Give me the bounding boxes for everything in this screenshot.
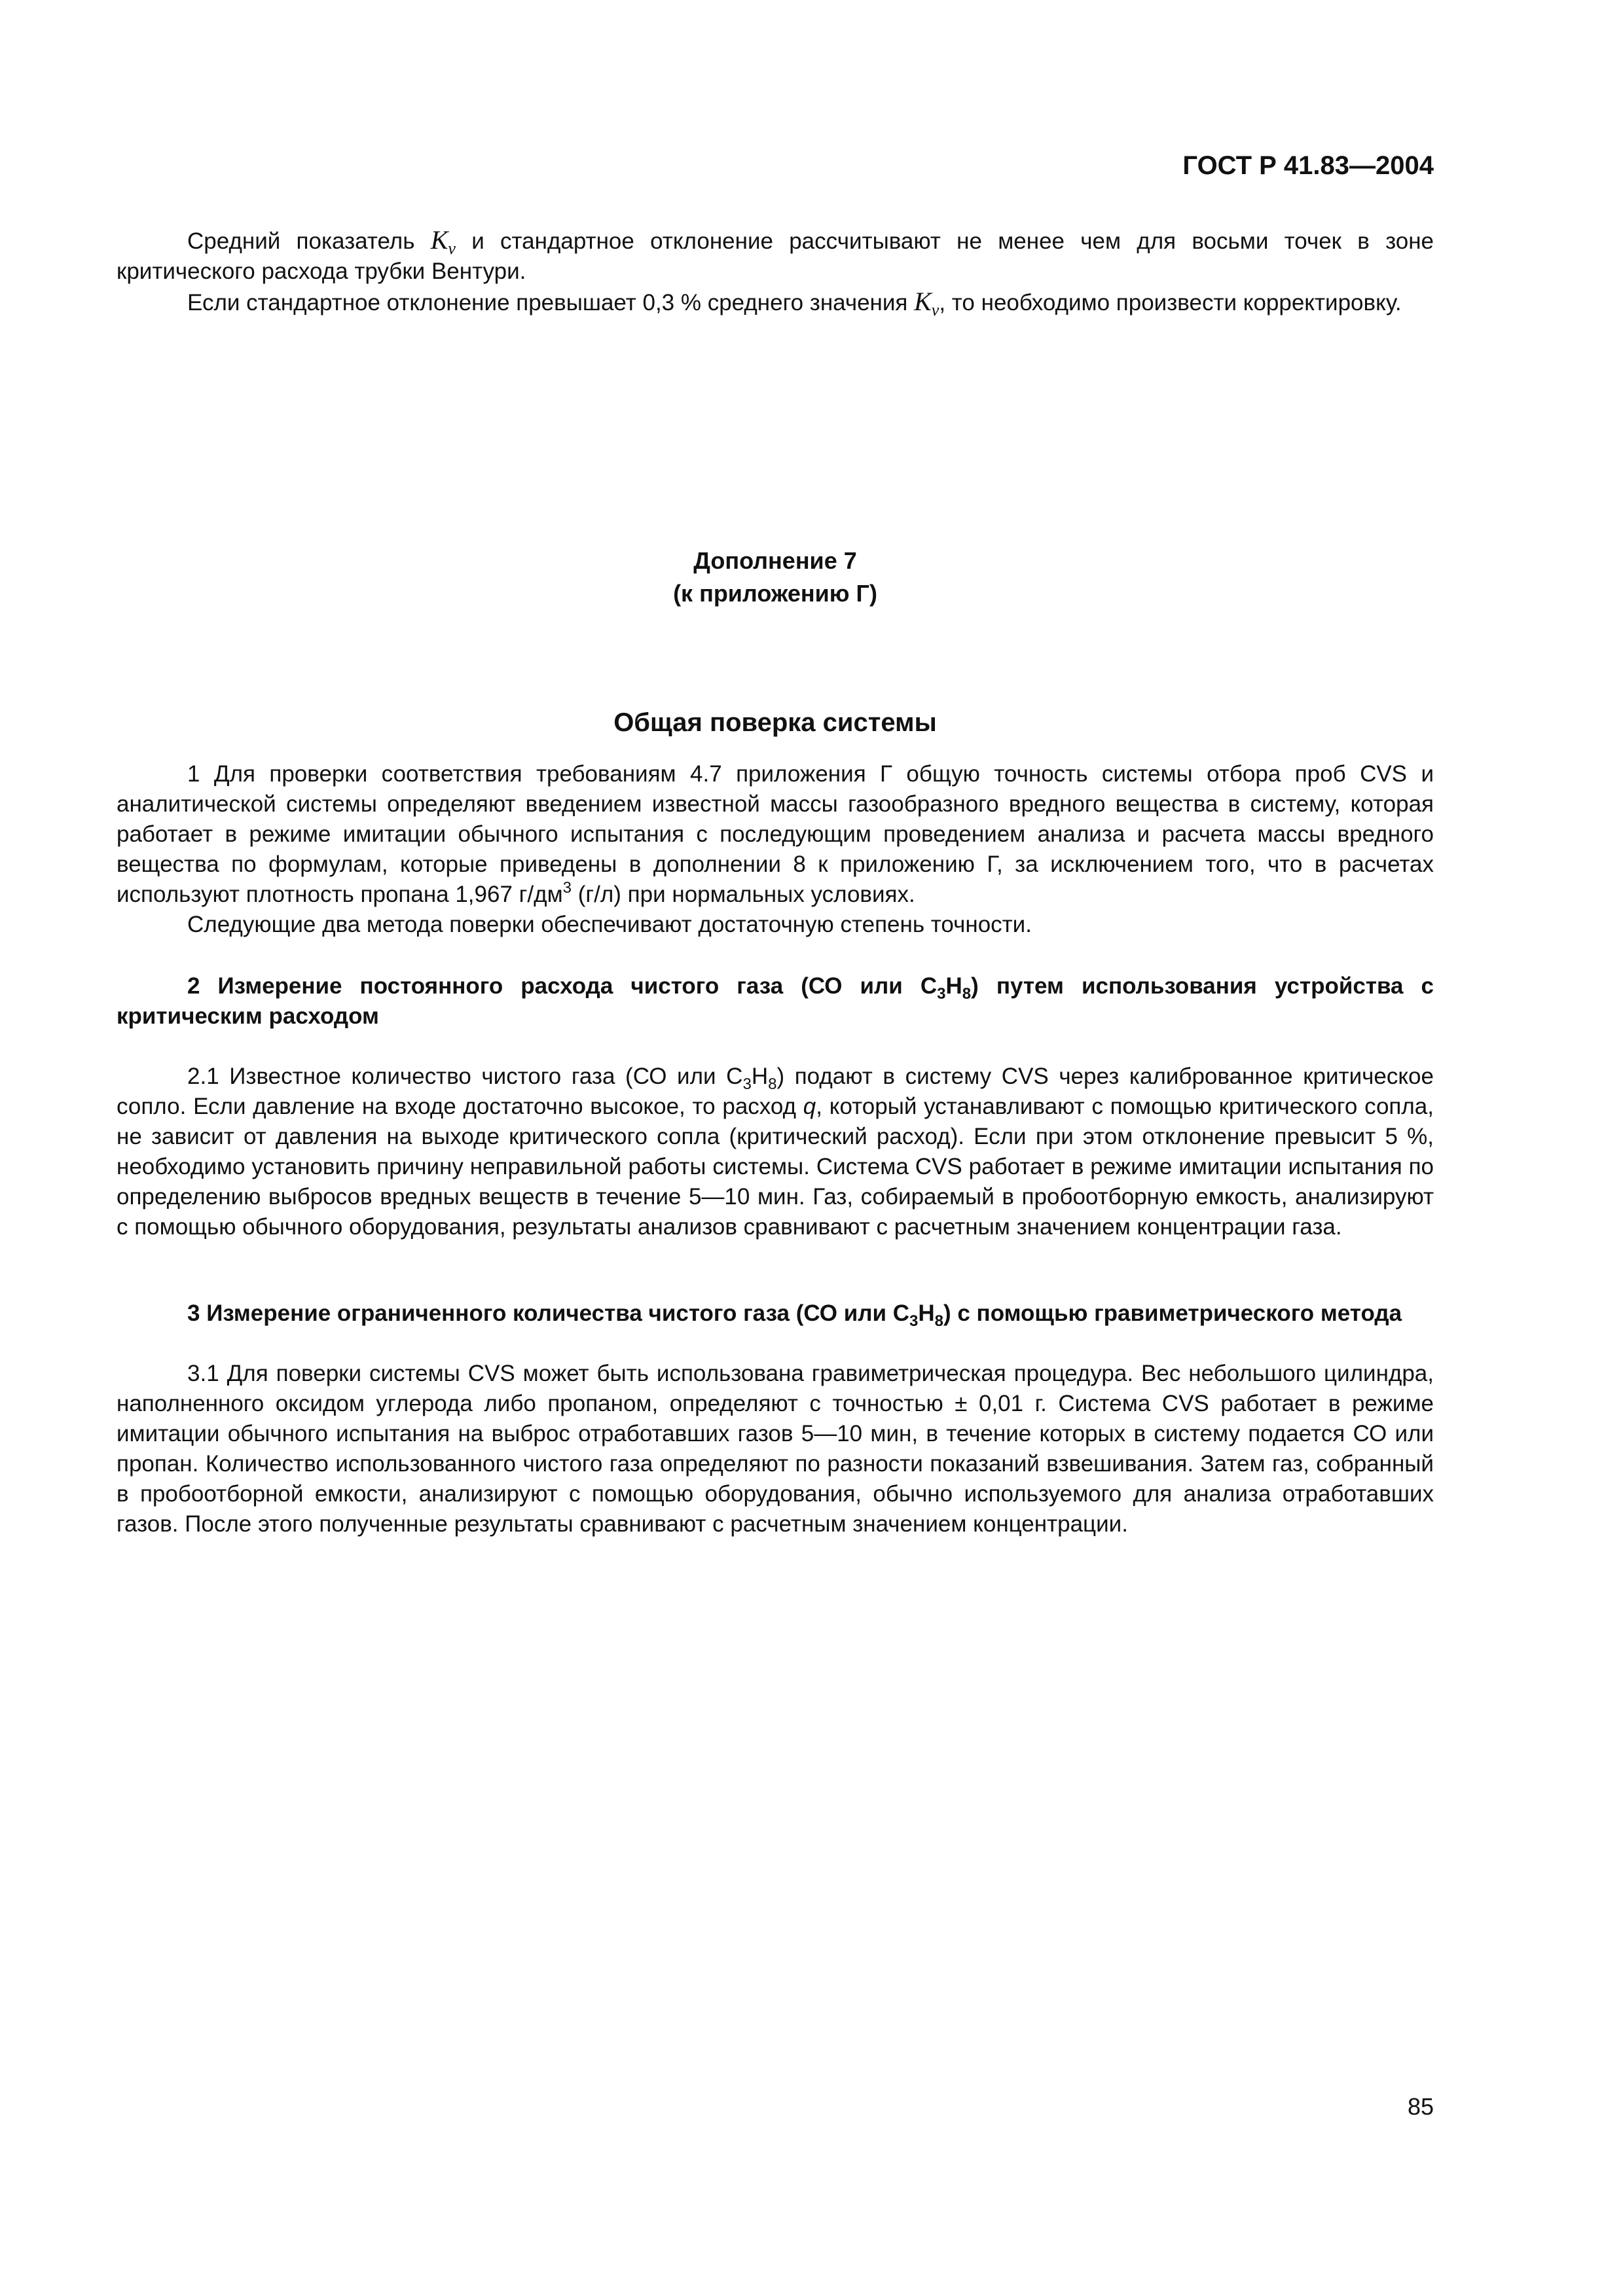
section-2-text-a: 2.1 Известное количество чистого газа (СО или С — [187, 1064, 743, 1089]
intro-paragraph-1 — [117, 225, 1434, 287]
section-2-heading-text-a: 2 Измерение постоянного расхода чистого газа (СО или С — [187, 973, 938, 999]
subscript: 8 — [768, 1075, 777, 1093]
intro-p1-text-a: Средний показатель — [187, 228, 431, 254]
page-number: 85 — [1407, 2093, 1434, 2120]
section-1-methods-note: Следующие два метода поверки обеспечивают достаточную степень точности. — [187, 912, 1032, 937]
appendix-number: Дополнение 7 — [693, 547, 857, 574]
section-2 — [117, 971, 1434, 1242]
subscript: 3 — [909, 1312, 919, 1330]
section-2-text-c: , который устанавливают с помощью критического сопла, не зависит от давления на выходе критического сопла (критический расход). Если при этом отклонение превысит 5 %, необходимо установить причину неправильной работы системы. Система CVS работает в режиме имитации испытания по определению выбросов вредных веществ в течение 5—10 мин. Газ, собираемый в пробоотборную емкость, анализируют с помощью обычного оборудования, результаты анализов сравнивают с расчетным значением концентрации газа. — [117, 1094, 1434, 1240]
intro-p2-text-b: , то необходимо произвести корректировку. — [939, 290, 1402, 315]
appendix-title — [117, 545, 1434, 610]
standard-code: ГОСТ Р 41.83—2004 — [1182, 151, 1434, 180]
section-3-paragraph: 3.1 Для поверки системы CVS может быть использована гравиметрическая процедура. Вес небольшого цилиндра, наполненного оксидом углерода либо пропаном, определяют с точностью ± 0,01 г. Система CVS работает в режиме имитации обычного испытания на выброс отработавших газов 5—10 мин, в течение которых в систему подается СО или пропан. Количество использованного чистого газа определяют по разности показаний взвешивания. Затем газ, собранный в пробоотборной емкости, анализируют с помощью оборудования, обычно используемого для анализа отработавших газов. После этого полученные результаты сравнивают с расчетным значением концентрации. — [117, 1361, 1434, 1537]
section-2-heading-text-mid: Н — [945, 973, 962, 999]
section-1-text-b: (г/л) при нормальных условиях. — [572, 882, 915, 907]
section-3-heading-text-mid: Н — [918, 1300, 935, 1326]
section-2-paragraph — [117, 1062, 1434, 1242]
superscript: 3 — [562, 879, 572, 897]
subscript: 3 — [937, 985, 946, 1003]
variable-q: q — [803, 1094, 816, 1119]
section-2-text-b: ) подают в систему CVS через калиброванное критическое сопло. Если давление на входе достаточно высокое, то расход — [117, 1064, 1434, 1119]
subscript: 8 — [962, 985, 972, 1003]
section-title: Общая поверка системы — [613, 708, 937, 737]
variable-k: K — [914, 287, 932, 316]
variable-k: K — [430, 225, 448, 255]
subscript: 8 — [934, 1312, 943, 1330]
intro-paragraph-2 — [117, 287, 1434, 318]
appendix-reference: (к приложению Г) — [673, 580, 877, 607]
section-1-text-a: 1 Для проверки соответствия требованиям 4.7 приложения Г общую точность системы отбора проб CVS и аналитической системы определяют введением известной массы газообразного вредного вещества в систему, которая работает в режиме имитации обычного испытания с последующим проведением анализа и расчета массы вредного вещества по формулам, которые приведены в дополнении 8 к приложению Г, за исключением того, что в расчетах используют плотность пропана 1,967 г/дм — [117, 761, 1434, 907]
variable-k-subscript: v — [448, 239, 456, 258]
section-3-heading — [117, 1299, 1434, 1329]
section-2-heading — [117, 971, 1434, 1031]
section-1 — [117, 759, 1434, 940]
section-3-heading-text-b: ) с помощью гравиметрического метода — [943, 1300, 1402, 1326]
section-2-text-mid: Н — [751, 1064, 769, 1089]
variable-k-subscript: v — [931, 300, 939, 319]
intro-block — [117, 225, 1434, 318]
intro-p1-text-b: и стандартное отклонение рассчитывают не менее чем для восьми точек в зоне критического расхода трубки Вентури. — [117, 228, 1434, 284]
intro-p2-text-a: Если стандартное отклонение превышает 0,3 % среднего значения — [187, 290, 915, 315]
section-1-paragraph — [117, 759, 1434, 910]
section-2-heading-text-b: ) путем использования устройства с критическим расходом — [117, 973, 1434, 1029]
section-3 — [117, 1299, 1434, 1539]
subscript: 3 — [742, 1075, 752, 1093]
section-3-heading-text-a: 3 Измерение ограниченного количества чистого газа (СО или С — [187, 1300, 909, 1326]
